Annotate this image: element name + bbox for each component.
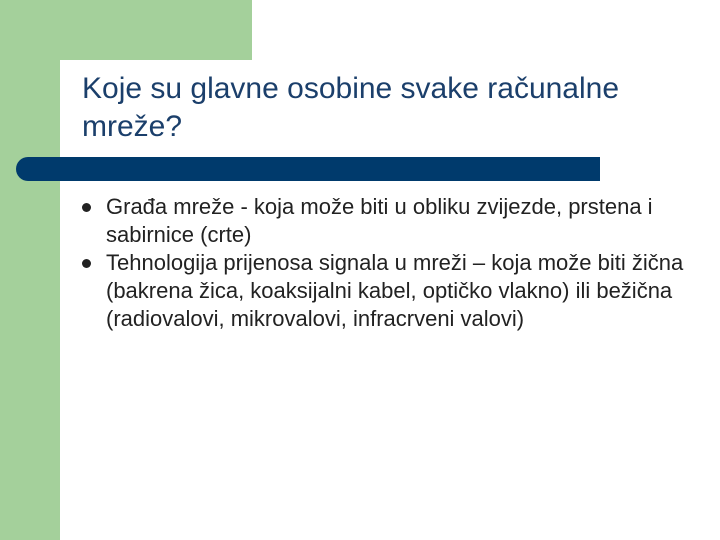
bullet-text: Tehnologija prijenosa signala u mreži – koja može biti žična (bakrena žica, koaksijalni kabel, optičko vlakno) ili bežična (radiovalovi, mikrovalovi, infracrveni valovi) (106, 250, 684, 331)
bullet-text: Građa mreže - koja može biti u obliku zvijezde, prstena i sabirnice (crte) (106, 194, 653, 247)
title-divider-bar (16, 157, 600, 181)
slide-title: Koje su glavne osobine svake računalne mreže? (82, 72, 620, 143)
decor-green-left-strip (0, 0, 60, 540)
bullet-list (78, 193, 708, 333)
bullet-dot-icon (82, 259, 91, 268)
bullet-item-structure (78, 193, 708, 249)
bullet-dot-icon (82, 203, 91, 212)
bullet-item-technology (78, 249, 708, 333)
